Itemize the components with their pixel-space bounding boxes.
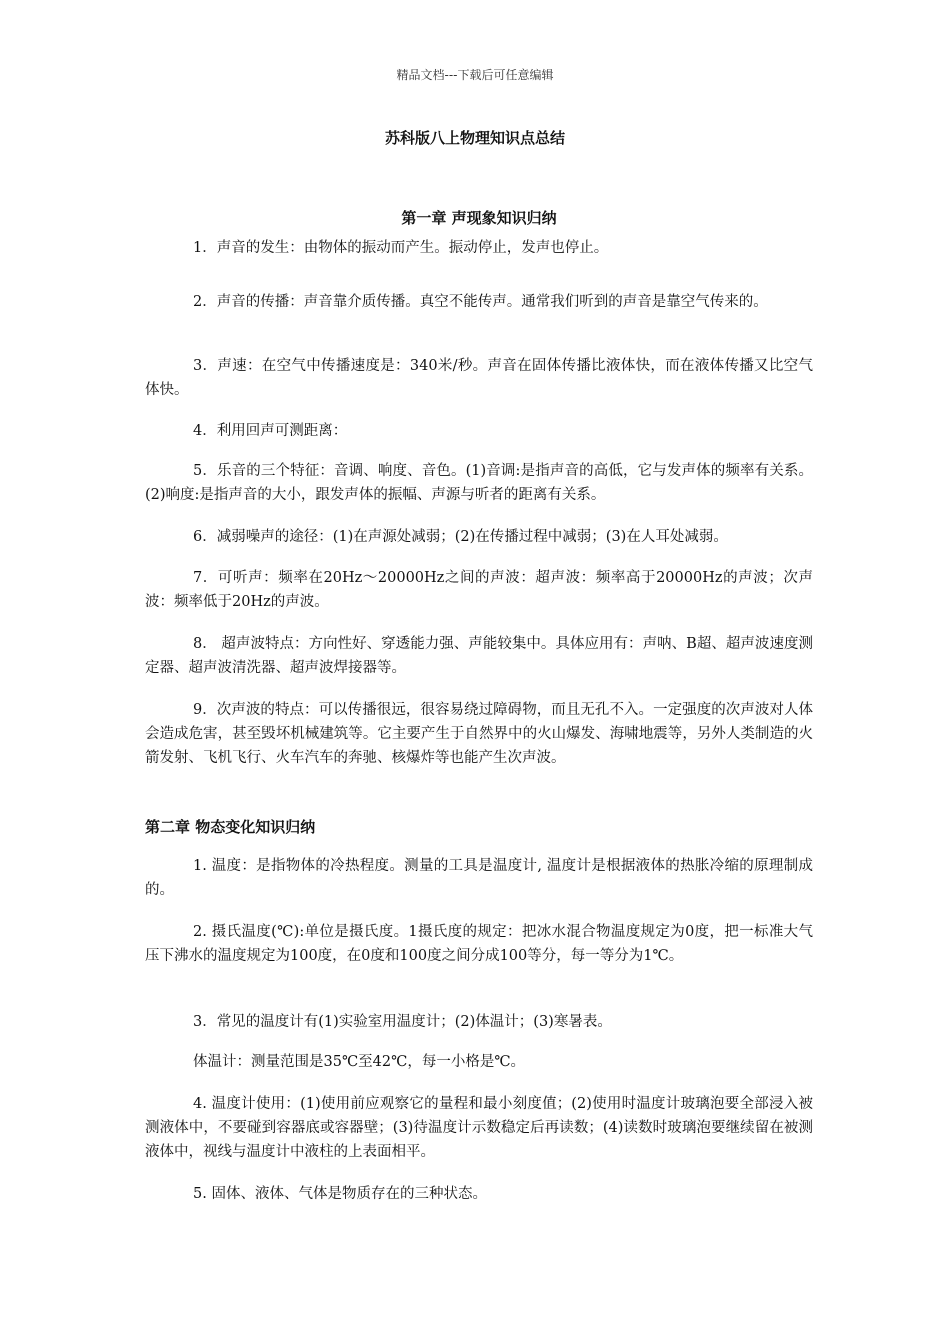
chapter-heading: 第二章 物态变化知识归纳 — [145, 818, 316, 836]
paragraph: 4．利用回声可测距离： — [193, 423, 348, 439]
paragraph: 5. 固体、液体、气体是物质存在的三种状态。 — [193, 1186, 487, 1202]
paragraph: 8． 超声波特点：方向性好、穿透能力强、声能较集中。具体应用有：声呐、B超、超声波速度测定器、超声波清洗器、超声波焊接器等。 — [145, 636, 813, 676]
page-header: 精品文档---下载后可任意编辑 — [396, 68, 554, 82]
paragraph: 1．声音的发生：由物体的振动而产生。振动停止，发声也停止。 — [193, 240, 609, 256]
chapter-heading: 第一章 声现象知识归纳 — [401, 209, 557, 227]
paragraph: 5．乐音的三个特征：音调、响度、音色。(1)音调:是指声音的高低，它与发声体的频率有关系。(2)响度:是指声音的大小，跟发声体的振幅、声源与听者的距离有关系。 — [145, 463, 813, 503]
paragraph: 7．可听声：频率在20Hz～20000Hz之间的声波：超声波：频率高于20000Hz的声波；次声波：频率低于20Hz的声波。 — [145, 570, 813, 610]
paragraph: 体温计：测量范围是35℃至42℃，每一小格是℃。 — [193, 1054, 526, 1070]
paragraph: 1. 温度：是指物体的冷热程度。测量的工具是温度计, 温度计是根据液体的热胀冷缩的原理制成的。 — [145, 858, 813, 898]
paragraph: 9．次声波的特点：可以传播很远，很容易绕过障碍物，而且无孔不入。一定强度的次声波对人体会造成危害，甚至毁坏机械建筑等。它主要产生于自然界中的火山爆发、海啸地震等，另外人类制造的火箭发射、飞机飞行、火车汽车的奔驰、核爆炸等也能产生次声波。 — [145, 702, 813, 766]
paragraph: 6．减弱噪声的途径：(1)在声源处减弱；(2)在传播过程中减弱；(3)在人耳处减弱。 — [193, 529, 728, 545]
paragraph: 2．声音的传播：声音靠介质传播。真空不能传声。通常我们听到的声音是靠空气传来的。 — [193, 294, 768, 310]
paragraph: 3．声速：在空气中传播速度是：340米/秒。声音在固体传播比液体快，而在液体传播又比空气体快。 — [145, 358, 813, 398]
paragraph: 3．常见的温度计有(1)实验室用温度计；(2)体温计；(3)寒暑表。 — [193, 1014, 612, 1030]
paragraph: 4. 温度计使用：(1)使用前应观察它的量程和最小刻度值；(2)使用时温度计玻璃泡要全部浸入被测液体中，不要碰到容器底或容器壁；(3)待温度计示数稳定后再读数；(4)读数时玻璃泡要继续留在被测液体中，视线与温度计中液柱的上表面相平。 — [145, 1096, 813, 1160]
paragraph: 2. 摄氏温度(℃):单位是摄氏度。1摄氏度的规定：把冰水混合物温度规定为0度，把一标准大气压下沸水的温度规定为100度，在0度和100度之间分成100等分，每一等分为1℃。 — [145, 924, 813, 964]
document-title: 苏科版八上物理知识点总结 — [384, 129, 565, 147]
